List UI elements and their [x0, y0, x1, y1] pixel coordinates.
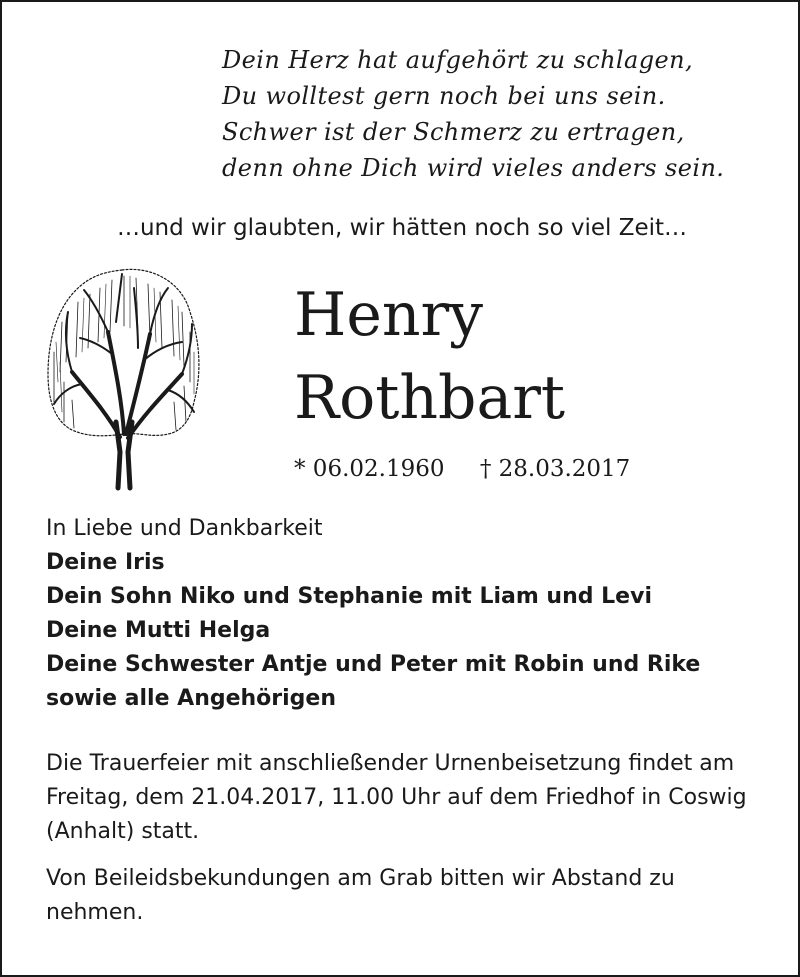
- mourner-name: Deine Mutti Helga: [46, 618, 271, 643]
- memorial-poem: [222, 42, 724, 186]
- mourner-name: Deine Schwester Antje und Peter mit Robin und Rike: [46, 652, 701, 677]
- mourners-list: [46, 512, 700, 716]
- poem-line: Schwer ist der Schmerz zu ertragen,: [222, 118, 685, 146]
- memorial-subline: …und wir glaubten, wir hätten noch so viel Zeit…: [116, 215, 688, 241]
- deceased-last-name: Rothbart: [294, 363, 566, 433]
- funeral-info: Die Trauerfeier mit anschließender Urnenbeisetzung findet am Freitag, dem 21.04.2017, 11.00 Uhr auf dem Friedhof in Coswig (Anhalt) statt.: [46, 751, 747, 844]
- condolence-note: Von Beileidsbekundungen am Grab bitten wir Abstand zu nehmen.: [46, 866, 675, 925]
- mourner-name: Deine Iris: [46, 550, 165, 575]
- life-dates: [294, 452, 630, 486]
- death-date: † 28.03.2017: [479, 456, 631, 482]
- poem-line: Du wolltest gern noch bei uns sein.: [222, 82, 666, 110]
- tree-icon: [42, 262, 202, 492]
- poem-line: Dein Herz hat aufgehört zu schlagen,: [222, 46, 693, 74]
- poem-line: denn ohne Dich wird vieles anders sein.: [222, 154, 725, 182]
- mourners-intro: In Liebe und Dankbarkeit: [46, 516, 323, 541]
- birth-date: * 06.02.1960: [294, 456, 445, 482]
- deceased-first-name: Henry: [294, 280, 484, 350]
- mourner-name: sowie alle Angehörigen: [46, 686, 337, 711]
- mourner-name: Dein Sohn Niko und Stephanie mit Liam und Levi: [46, 584, 652, 609]
